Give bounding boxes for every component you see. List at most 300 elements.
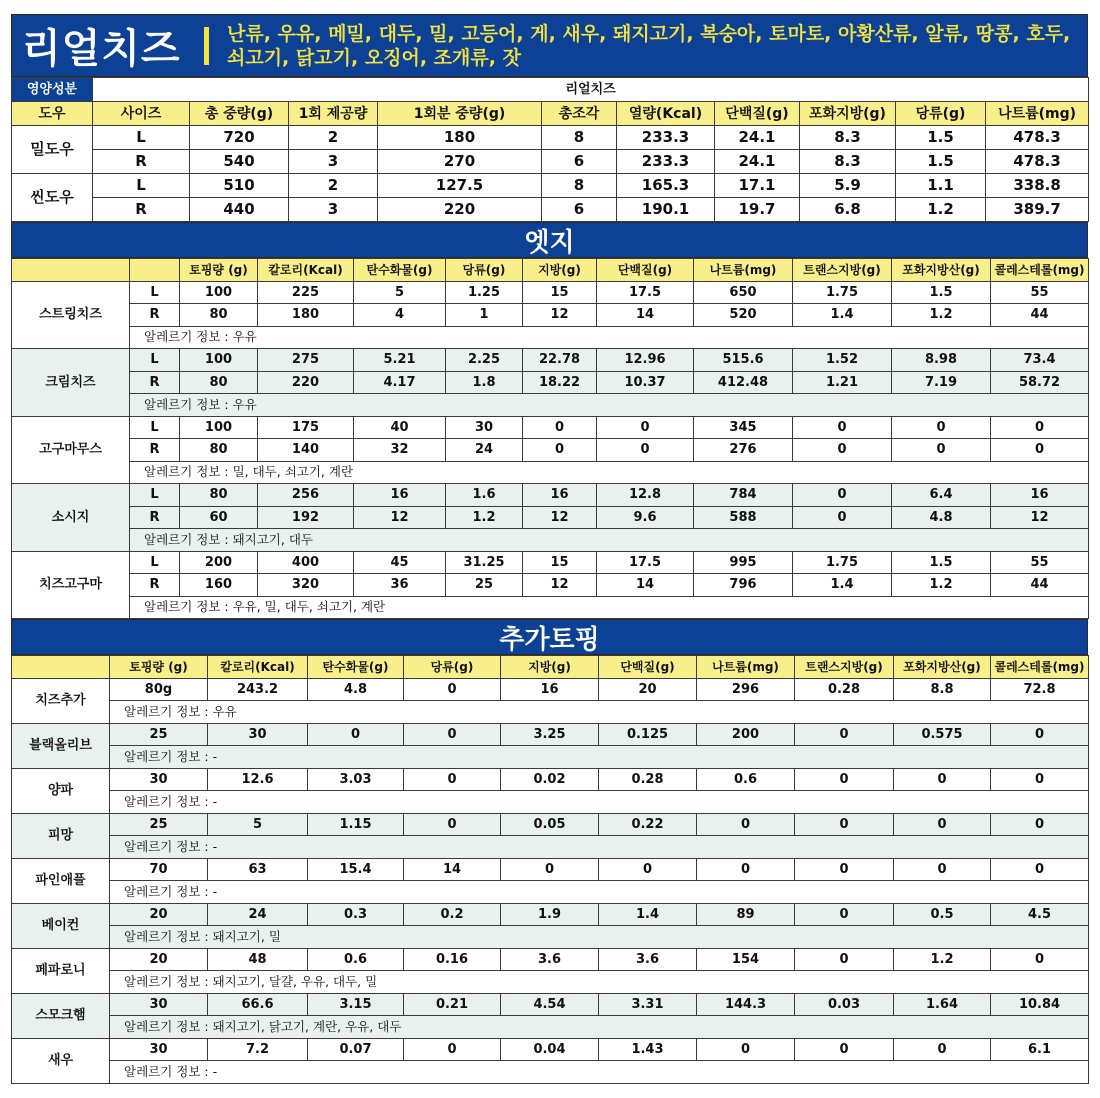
size-cell: R: [93, 198, 190, 222]
value-cell: 0: [793, 506, 892, 529]
value-cell: 4.54: [501, 993, 599, 1016]
value-cell: 0: [795, 903, 894, 926]
allergy-row: [12, 394, 1089, 417]
table-row: [12, 174, 1089, 198]
value-cell: 7.19: [892, 371, 991, 394]
value-cell: 220: [378, 198, 542, 222]
column-header: 나트륨(mg): [986, 102, 1089, 126]
allergy-row: [12, 746, 1089, 769]
value-cell: 6.4: [892, 484, 991, 507]
value-cell: 0: [795, 813, 894, 836]
value-cell: 14: [597, 304, 694, 327]
column-header: 칼로리(Kcal): [258, 259, 354, 282]
value-cell: 520: [694, 304, 793, 327]
value-cell: 17.1: [715, 174, 800, 198]
size-cell: R: [130, 574, 180, 597]
value-cell: 440: [190, 198, 289, 222]
column-header: 트랜스지방(g): [793, 259, 892, 282]
size-cell: L: [130, 281, 180, 304]
value-cell: 60: [180, 506, 258, 529]
value-cell: 30: [110, 768, 208, 791]
value-cell: 200: [180, 551, 258, 574]
edge-item-name: 크림치즈: [12, 349, 130, 417]
table-row: [12, 903, 1089, 926]
value-cell: 6: [542, 150, 617, 174]
value-cell: 24: [446, 439, 523, 462]
value-cell: 127.5: [378, 174, 542, 198]
value-cell: 6: [542, 198, 617, 222]
value-cell: 100: [180, 349, 258, 372]
value-cell: 0: [793, 439, 892, 462]
value-cell: 233.3: [617, 150, 715, 174]
value-cell: 320: [258, 574, 354, 597]
column-header: 총 중량(g): [190, 102, 289, 126]
column-header: 단백질(g): [715, 102, 800, 126]
value-cell: 0: [894, 858, 991, 881]
column-header: 사이즈: [93, 102, 190, 126]
value-cell: 9.6: [597, 506, 694, 529]
value-cell: 0.05: [501, 813, 599, 836]
value-cell: 588: [694, 506, 793, 529]
column-header: 열량(Kcal): [617, 102, 715, 126]
table-row: [12, 948, 1089, 971]
value-cell: 0: [404, 813, 501, 836]
value-cell: 3: [289, 198, 378, 222]
nutrition-label: 영양성분: [12, 78, 93, 102]
table-row: [12, 416, 1089, 439]
size-cell: R: [130, 304, 180, 327]
topping-name: 블랙올리브: [12, 723, 110, 768]
value-cell: 80g: [110, 678, 208, 701]
column-header: 칼로리(Kcal): [208, 656, 308, 679]
table-row: [12, 551, 1089, 574]
value-cell: 1.5: [896, 126, 986, 150]
value-cell: 784: [694, 484, 793, 507]
value-cell: 0: [793, 416, 892, 439]
value-cell: 0: [795, 768, 894, 791]
value-cell: 17.5: [597, 551, 694, 574]
value-cell: 30: [208, 723, 308, 746]
value-cell: 1.5: [892, 281, 991, 304]
value-cell: 1.4: [793, 574, 892, 597]
value-cell: 0.125: [599, 723, 697, 746]
value-cell: 15: [523, 551, 597, 574]
value-cell: 0.575: [894, 723, 991, 746]
allergy-row: [12, 1016, 1089, 1039]
value-cell: 1.21: [793, 371, 892, 394]
value-cell: 73.4: [991, 349, 1089, 372]
nutrition-table: [11, 77, 1089, 222]
column-header: 당류(g): [446, 259, 523, 282]
value-cell: 24: [208, 903, 308, 926]
allergy-info: 알레르기 정보 : 우유, 밀, 대두, 쇠고기, 계란: [130, 596, 1089, 619]
value-cell: 0: [991, 948, 1089, 971]
column-header: 지방(g): [501, 656, 599, 679]
column-header: 포화지방산(g): [892, 259, 991, 282]
size-cell: R: [93, 150, 190, 174]
value-cell: 0: [991, 768, 1089, 791]
value-cell: 5.9: [800, 174, 896, 198]
value-cell: 0: [523, 439, 597, 462]
value-cell: 12.96: [597, 349, 694, 372]
value-cell: 100: [180, 416, 258, 439]
value-cell: 14: [597, 574, 694, 597]
column-header: 탄수화물(g): [354, 259, 446, 282]
column-header: 트랜스지방(g): [795, 656, 894, 679]
value-cell: 55: [991, 551, 1089, 574]
banner: [11, 14, 1088, 77]
value-cell: 12: [523, 304, 597, 327]
allergy-info: 알레르기 정보 : 돼지고기, 닭고기, 계란, 우유, 대두: [110, 1016, 1089, 1039]
value-cell: 276: [694, 439, 793, 462]
allergy-info: 알레르기 정보 : -: [110, 746, 1089, 769]
value-cell: 0: [501, 858, 599, 881]
value-cell: 40: [354, 416, 446, 439]
value-cell: 1.5: [892, 551, 991, 574]
value-cell: 515.6: [694, 349, 793, 372]
toppings-section-title: 추가토핑: [11, 619, 1088, 655]
value-cell: 0.22: [599, 813, 697, 836]
value-cell: 192: [258, 506, 354, 529]
value-cell: 180: [258, 304, 354, 327]
value-cell: 0: [894, 1038, 991, 1061]
value-cell: 8: [542, 126, 617, 150]
value-cell: 80: [180, 484, 258, 507]
value-cell: 0: [894, 813, 991, 836]
table-row: [12, 768, 1089, 791]
size-cell: R: [130, 439, 180, 462]
column-header: 포화지방산(g): [894, 656, 991, 679]
value-cell: 1: [446, 304, 523, 327]
value-cell: 22.78: [523, 349, 597, 372]
allergy-info: 알레르기 정보 : 우유: [130, 394, 1089, 417]
dough-name: 씬도우: [12, 174, 93, 222]
value-cell: 100: [180, 281, 258, 304]
value-cell: 0.16: [404, 948, 501, 971]
value-cell: 4.8: [892, 506, 991, 529]
column-header: 당류(g): [404, 656, 501, 679]
value-cell: 345: [694, 416, 793, 439]
value-cell: 175: [258, 416, 354, 439]
allergy-info: 알레르기 정보 : 돼지고기, 대두: [130, 529, 1089, 552]
allergy-row: [12, 596, 1089, 619]
allergy-info: 알레르기 정보 : 밀, 대두, 쇠고기, 계란: [130, 461, 1089, 484]
value-cell: 1.4: [793, 304, 892, 327]
value-cell: 8.98: [892, 349, 991, 372]
edge-item-name: 고구마무스: [12, 416, 130, 484]
allergy-row: [12, 1061, 1089, 1084]
value-cell: 400: [258, 551, 354, 574]
value-cell: 58.72: [991, 371, 1089, 394]
value-cell: 296: [697, 678, 795, 701]
value-cell: 4.5: [991, 903, 1089, 926]
value-cell: 80: [180, 371, 258, 394]
value-cell: 4.17: [354, 371, 446, 394]
topping-name: 스모크햄: [12, 993, 110, 1038]
value-cell: 10.84: [991, 993, 1089, 1016]
value-cell: 0: [894, 768, 991, 791]
column-header: 1회 제공량: [289, 102, 378, 126]
value-cell: 24.1: [715, 126, 800, 150]
value-cell: 3.03: [308, 768, 404, 791]
value-cell: 1.75: [793, 551, 892, 574]
value-cell: 24.1: [715, 150, 800, 174]
value-cell: 30: [110, 993, 208, 1016]
value-cell: 6.8: [800, 198, 896, 222]
value-cell: 140: [258, 439, 354, 462]
value-cell: 0: [795, 723, 894, 746]
value-cell: 1.2: [896, 198, 986, 222]
table-row: [12, 1038, 1089, 1061]
topping-name: 피망: [12, 813, 110, 858]
column-header: 토핑량 (g): [110, 656, 208, 679]
value-cell: 144.3: [697, 993, 795, 1016]
value-cell: 19.7: [715, 198, 800, 222]
value-cell: 15: [523, 281, 597, 304]
value-cell: 3.31: [599, 993, 697, 1016]
value-cell: 8.3: [800, 150, 896, 174]
value-cell: 160: [180, 574, 258, 597]
value-cell: 17.5: [597, 281, 694, 304]
allergen-list: 난류, 우유, 메밀, 대두, 밀, 고등어, 게, 새우, 돼지고기, 복숭아, 토마토, 아황산류, 알류, 땅콩, 호두, 쇠고기, 닭고기, 오징어, 조개류, 잣: [227, 22, 1071, 69]
allergy-info: 알레르기 정보 : -: [110, 1061, 1089, 1084]
value-cell: 20: [110, 948, 208, 971]
value-cell: 0: [404, 723, 501, 746]
value-cell: 0.03: [795, 993, 894, 1016]
value-cell: 12: [354, 506, 446, 529]
value-cell: 1.43: [599, 1038, 697, 1061]
allergy-row: [12, 326, 1089, 349]
toppings-header-row: [12, 656, 1089, 679]
value-cell: 478.3: [986, 126, 1089, 150]
size-cell: L: [93, 126, 190, 150]
value-cell: 0.6: [697, 768, 795, 791]
value-cell: 15.4: [308, 858, 404, 881]
value-cell: 70: [110, 858, 208, 881]
value-cell: 256: [258, 484, 354, 507]
value-cell: 5.21: [354, 349, 446, 372]
value-cell: 30: [446, 416, 523, 439]
topping-name: 치즈추가: [12, 678, 110, 723]
toppings-table: [11, 655, 1089, 1084]
blank-header: [130, 259, 180, 282]
value-cell: 3.6: [599, 948, 697, 971]
value-cell: 190.1: [617, 198, 715, 222]
value-cell: 32: [354, 439, 446, 462]
allergy-info: 알레르기 정보 : -: [110, 791, 1089, 814]
table-row: [12, 150, 1089, 174]
column-header: 총조각: [542, 102, 617, 126]
dough-name: 밀도우: [12, 126, 93, 174]
value-cell: 0: [892, 439, 991, 462]
column-header: 나트륨(mg): [694, 259, 793, 282]
value-cell: 25: [110, 813, 208, 836]
value-cell: 1.1: [896, 174, 986, 198]
table-row: [12, 198, 1089, 222]
table-row: [12, 858, 1089, 881]
value-cell: 0: [991, 858, 1089, 881]
nutrition-header-row: [12, 102, 1089, 126]
value-cell: 5: [354, 281, 446, 304]
value-cell: 0: [404, 768, 501, 791]
allergy-row: [12, 836, 1089, 859]
edge-header-row: [12, 259, 1089, 282]
size-cell: L: [130, 416, 180, 439]
value-cell: 1.52: [793, 349, 892, 372]
value-cell: 478.3: [986, 150, 1089, 174]
value-cell: 14: [404, 858, 501, 881]
value-cell: 20: [110, 903, 208, 926]
value-cell: 12: [523, 574, 597, 597]
value-cell: 1.8: [446, 371, 523, 394]
value-cell: 36: [354, 574, 446, 597]
column-header: 나트륨(mg): [697, 656, 795, 679]
value-cell: 3.25: [501, 723, 599, 746]
value-cell: 540: [190, 150, 289, 174]
value-cell: 3.15: [308, 993, 404, 1016]
allergy-info: 알레르기 정보 : -: [110, 836, 1089, 859]
value-cell: 0: [404, 1038, 501, 1061]
value-cell: 0: [892, 416, 991, 439]
edge-item-name: 치즈고구마: [12, 551, 130, 619]
value-cell: 66.6: [208, 993, 308, 1016]
value-cell: 720: [190, 126, 289, 150]
value-cell: 16: [354, 484, 446, 507]
value-cell: 1.64: [894, 993, 991, 1016]
topping-name: 베이컨: [12, 903, 110, 948]
value-cell: 1.5: [896, 150, 986, 174]
table-row: [12, 349, 1089, 372]
column-header: 1회분 중량(g): [378, 102, 542, 126]
value-cell: 225: [258, 281, 354, 304]
value-cell: 80: [180, 439, 258, 462]
value-cell: 48: [208, 948, 308, 971]
value-cell: 1.2: [892, 304, 991, 327]
value-cell: 12: [523, 506, 597, 529]
value-cell: 44: [991, 304, 1089, 327]
value-cell: 89: [697, 903, 795, 926]
topping-name: 페파로니: [12, 948, 110, 993]
product-title: 리얼치즈: [22, 26, 181, 72]
value-cell: 0.02: [501, 768, 599, 791]
size-cell: L: [130, 551, 180, 574]
allergy-row: [12, 926, 1089, 949]
size-cell: L: [93, 174, 190, 198]
allergy-row: [12, 461, 1089, 484]
value-cell: 338.8: [986, 174, 1089, 198]
allergy-row: [12, 971, 1089, 994]
blank-header: [12, 259, 130, 282]
allergy-info: 알레르기 정보 : 돼지고기, 밀: [110, 926, 1089, 949]
value-cell: 0: [795, 1038, 894, 1061]
column-header: 도우: [12, 102, 93, 126]
edge-table: [11, 258, 1089, 619]
allergy-row: [12, 701, 1089, 724]
value-cell: 80: [180, 304, 258, 327]
table-row: [12, 678, 1089, 701]
value-cell: 0: [991, 439, 1089, 462]
value-cell: 180: [378, 126, 542, 150]
value-cell: 0: [991, 813, 1089, 836]
value-cell: 650: [694, 281, 793, 304]
table-row: [12, 371, 1089, 394]
divider-bar: [204, 27, 209, 65]
table-row: [12, 304, 1089, 327]
value-cell: 389.7: [986, 198, 1089, 222]
value-cell: 1.2: [446, 506, 523, 529]
value-cell: 4: [354, 304, 446, 327]
value-cell: 16: [523, 484, 597, 507]
topping-name: 양파: [12, 768, 110, 813]
topping-name: 새우: [12, 1038, 110, 1083]
value-cell: 0: [697, 813, 795, 836]
allergy-info: 알레르기 정보 : 우유: [110, 701, 1089, 724]
value-cell: 0: [404, 678, 501, 701]
column-header: 단백질(g): [597, 259, 694, 282]
value-cell: 20: [599, 678, 697, 701]
allergy-info: 알레르기 정보 : 돼지고기, 달걀, 우유, 대두, 밀: [110, 971, 1089, 994]
value-cell: 25: [110, 723, 208, 746]
value-cell: 2.25: [446, 349, 523, 372]
column-header: 지방(g): [523, 259, 597, 282]
table-row: [12, 439, 1089, 462]
value-cell: 0.21: [404, 993, 501, 1016]
value-cell: 796: [694, 574, 793, 597]
value-cell: 1.4: [599, 903, 697, 926]
value-cell: 18.22: [523, 371, 597, 394]
value-cell: 16: [991, 484, 1089, 507]
value-cell: 0: [599, 858, 697, 881]
value-cell: 1.25: [446, 281, 523, 304]
allergy-info: 알레르기 정보 : 우유: [130, 326, 1089, 349]
table-row: [12, 126, 1089, 150]
column-header: 포화지방(g): [800, 102, 896, 126]
value-cell: 16: [501, 678, 599, 701]
value-cell: 1.15: [308, 813, 404, 836]
column-header: 당류(g): [896, 102, 986, 126]
value-cell: 2: [289, 174, 378, 198]
value-cell: 7.2: [208, 1038, 308, 1061]
value-cell: 45: [354, 551, 446, 574]
column-header: 토핑량 (g): [180, 259, 258, 282]
value-cell: 0.3: [308, 903, 404, 926]
value-cell: 8: [542, 174, 617, 198]
column-header: 콜레스테롤(mg): [991, 656, 1089, 679]
column-header: 단백질(g): [599, 656, 697, 679]
nutrition-sheet: [11, 14, 1088, 1084]
value-cell: 1.2: [894, 948, 991, 971]
value-cell: 0: [597, 416, 694, 439]
value-cell: 25: [446, 574, 523, 597]
blank-header: [12, 656, 110, 679]
value-cell: 1.2: [892, 574, 991, 597]
value-cell: 270: [378, 150, 542, 174]
value-cell: 55: [991, 281, 1089, 304]
value-cell: 63: [208, 858, 308, 881]
edge-item-name: 소시지: [12, 484, 130, 552]
nutrition-product-name: 리얼치즈: [93, 78, 1089, 102]
value-cell: 0: [795, 948, 894, 971]
value-cell: 31.25: [446, 551, 523, 574]
value-cell: 0: [308, 723, 404, 746]
value-cell: 0.07: [308, 1038, 404, 1061]
edge-item-name: 스트링치즈: [12, 281, 130, 349]
size-cell: R: [130, 371, 180, 394]
value-cell: 220: [258, 371, 354, 394]
table-row: [12, 993, 1089, 1016]
column-header: 콜레스테롤(mg): [991, 259, 1089, 282]
value-cell: 30: [110, 1038, 208, 1061]
